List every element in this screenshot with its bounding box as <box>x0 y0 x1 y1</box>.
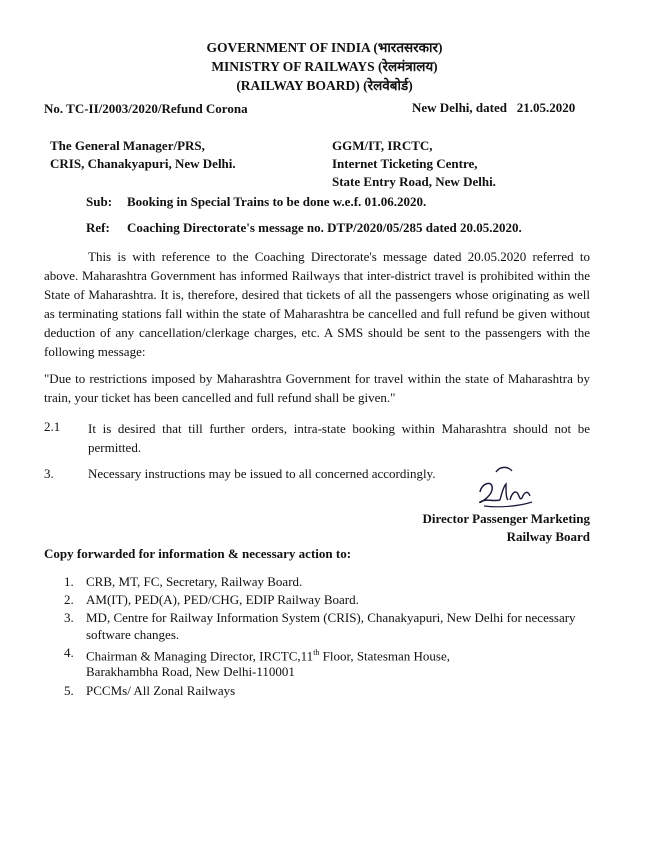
reference-number: No. TC-II/2003/2020/Refund Corona <box>44 101 248 116</box>
header-line-board: (RAILWAY BOARD) (रेलवेबोर्ड) <box>236 78 413 93</box>
list-item-text-part: Chairman & Managing Director, IRCTC,11 <box>86 648 314 664</box>
list-item-text: MD, Centre for Railway Information System (CRIS), Chanakyapuri, New Delhi for necessary software changes. <box>86 610 576 642</box>
item-2-1-number: 2.1 <box>44 419 61 434</box>
addressee-right-line3: State Entry Road, New Delhi. <box>332 174 496 189</box>
item-3-text: Necessary instructions may be issued to all concerned accordingly. <box>88 466 436 481</box>
list-item-number: 4. <box>64 644 74 660</box>
list-item-text-part: Barakhambha Road, New Delhi-110001 <box>86 664 295 680</box>
list-item-text: CRB, MT, FC, Secretary, Railway Board. <box>86 574 303 589</box>
list-item-text <box>86 645 586 681</box>
addressee-right-line1: GGM/IT, IRCTC, <box>332 138 433 153</box>
copy-list <box>64 574 586 699</box>
item-3-number: 3. <box>44 466 54 481</box>
list-item <box>64 610 586 642</box>
signatory-designation: Director Passenger Marketing <box>422 511 590 526</box>
list-item-number: 5. <box>64 682 74 698</box>
subject-text: Booking in Special Trains to be done w.e.f. 01.06.2020. <box>127 194 427 209</box>
handwritten-signature <box>470 462 560 512</box>
list-item <box>64 645 586 681</box>
header-line-ministry: MINISTRY OF RAILWAYS (रेलमंत्रालय) <box>211 59 438 74</box>
letter-date: New Delhi, dated 21.05.2020 <box>412 100 576 115</box>
signatory-office: Railway Board <box>506 529 590 544</box>
addressee-right-line2: Internet Ticketing Centre, <box>332 156 478 171</box>
list-item <box>64 574 586 590</box>
list-item <box>64 683 586 699</box>
ordinal-suffix: th <box>313 647 320 657</box>
addressee-left-line1: The General Manager/PRS, <box>50 138 205 153</box>
list-item-number: 3. <box>64 610 74 626</box>
addressee-left-line2: CRIS, Chanakyapuri, New Delhi. <box>50 156 236 171</box>
copy-heading: Copy forwarded for information & necessary action to: <box>44 546 352 561</box>
reference-text: Coaching Directorate's message no. DTP/2020/05/285 dated 20.05.2020. <box>127 220 522 235</box>
list-item-number: 2. <box>64 592 74 608</box>
list-item-number: 1. <box>64 574 74 589</box>
list-item <box>64 592 586 608</box>
list-item-text: AM(IT), PED(A), PED/CHG, EDIP Railway Board. <box>86 592 359 608</box>
subject-label: Sub: <box>86 194 113 209</box>
header-line-government: GOVERNMENT OF INDIA (भारतसरकार) <box>206 40 443 55</box>
list-item-text-part: Floor, Statesman House, <box>319 648 450 664</box>
list-item-text: PCCMs/ All Zonal Railways <box>86 682 236 698</box>
reference-label: Ref: <box>86 220 110 235</box>
body-paragraph-1: This is with reference to the Coaching Directorate's message dated 20.05.2020 referred to above. Maharashtra Government has informed Railways that inter-district travel is prohibited within the State of Maharashtra. It is, therefore, desired that tickets of all the passengers whose originating as well as terminating stations fall within the state of Maharashtra be cancelled and full refund be given without deduction of any cancellation/clerkage charges, etc. A SMS should be sent to the passengers with the following message: <box>44 249 590 359</box>
item-2-1-text: It is desired that till further orders, intra-state booking within Maharashtra should not be permitted. <box>88 421 590 455</box>
sms-quote: "Due to restrictions imposed by Maharashtra Government for travel within the state of Maharashtra by train, your ticket has been cancelled and full refund shall be given." <box>44 371 590 405</box>
